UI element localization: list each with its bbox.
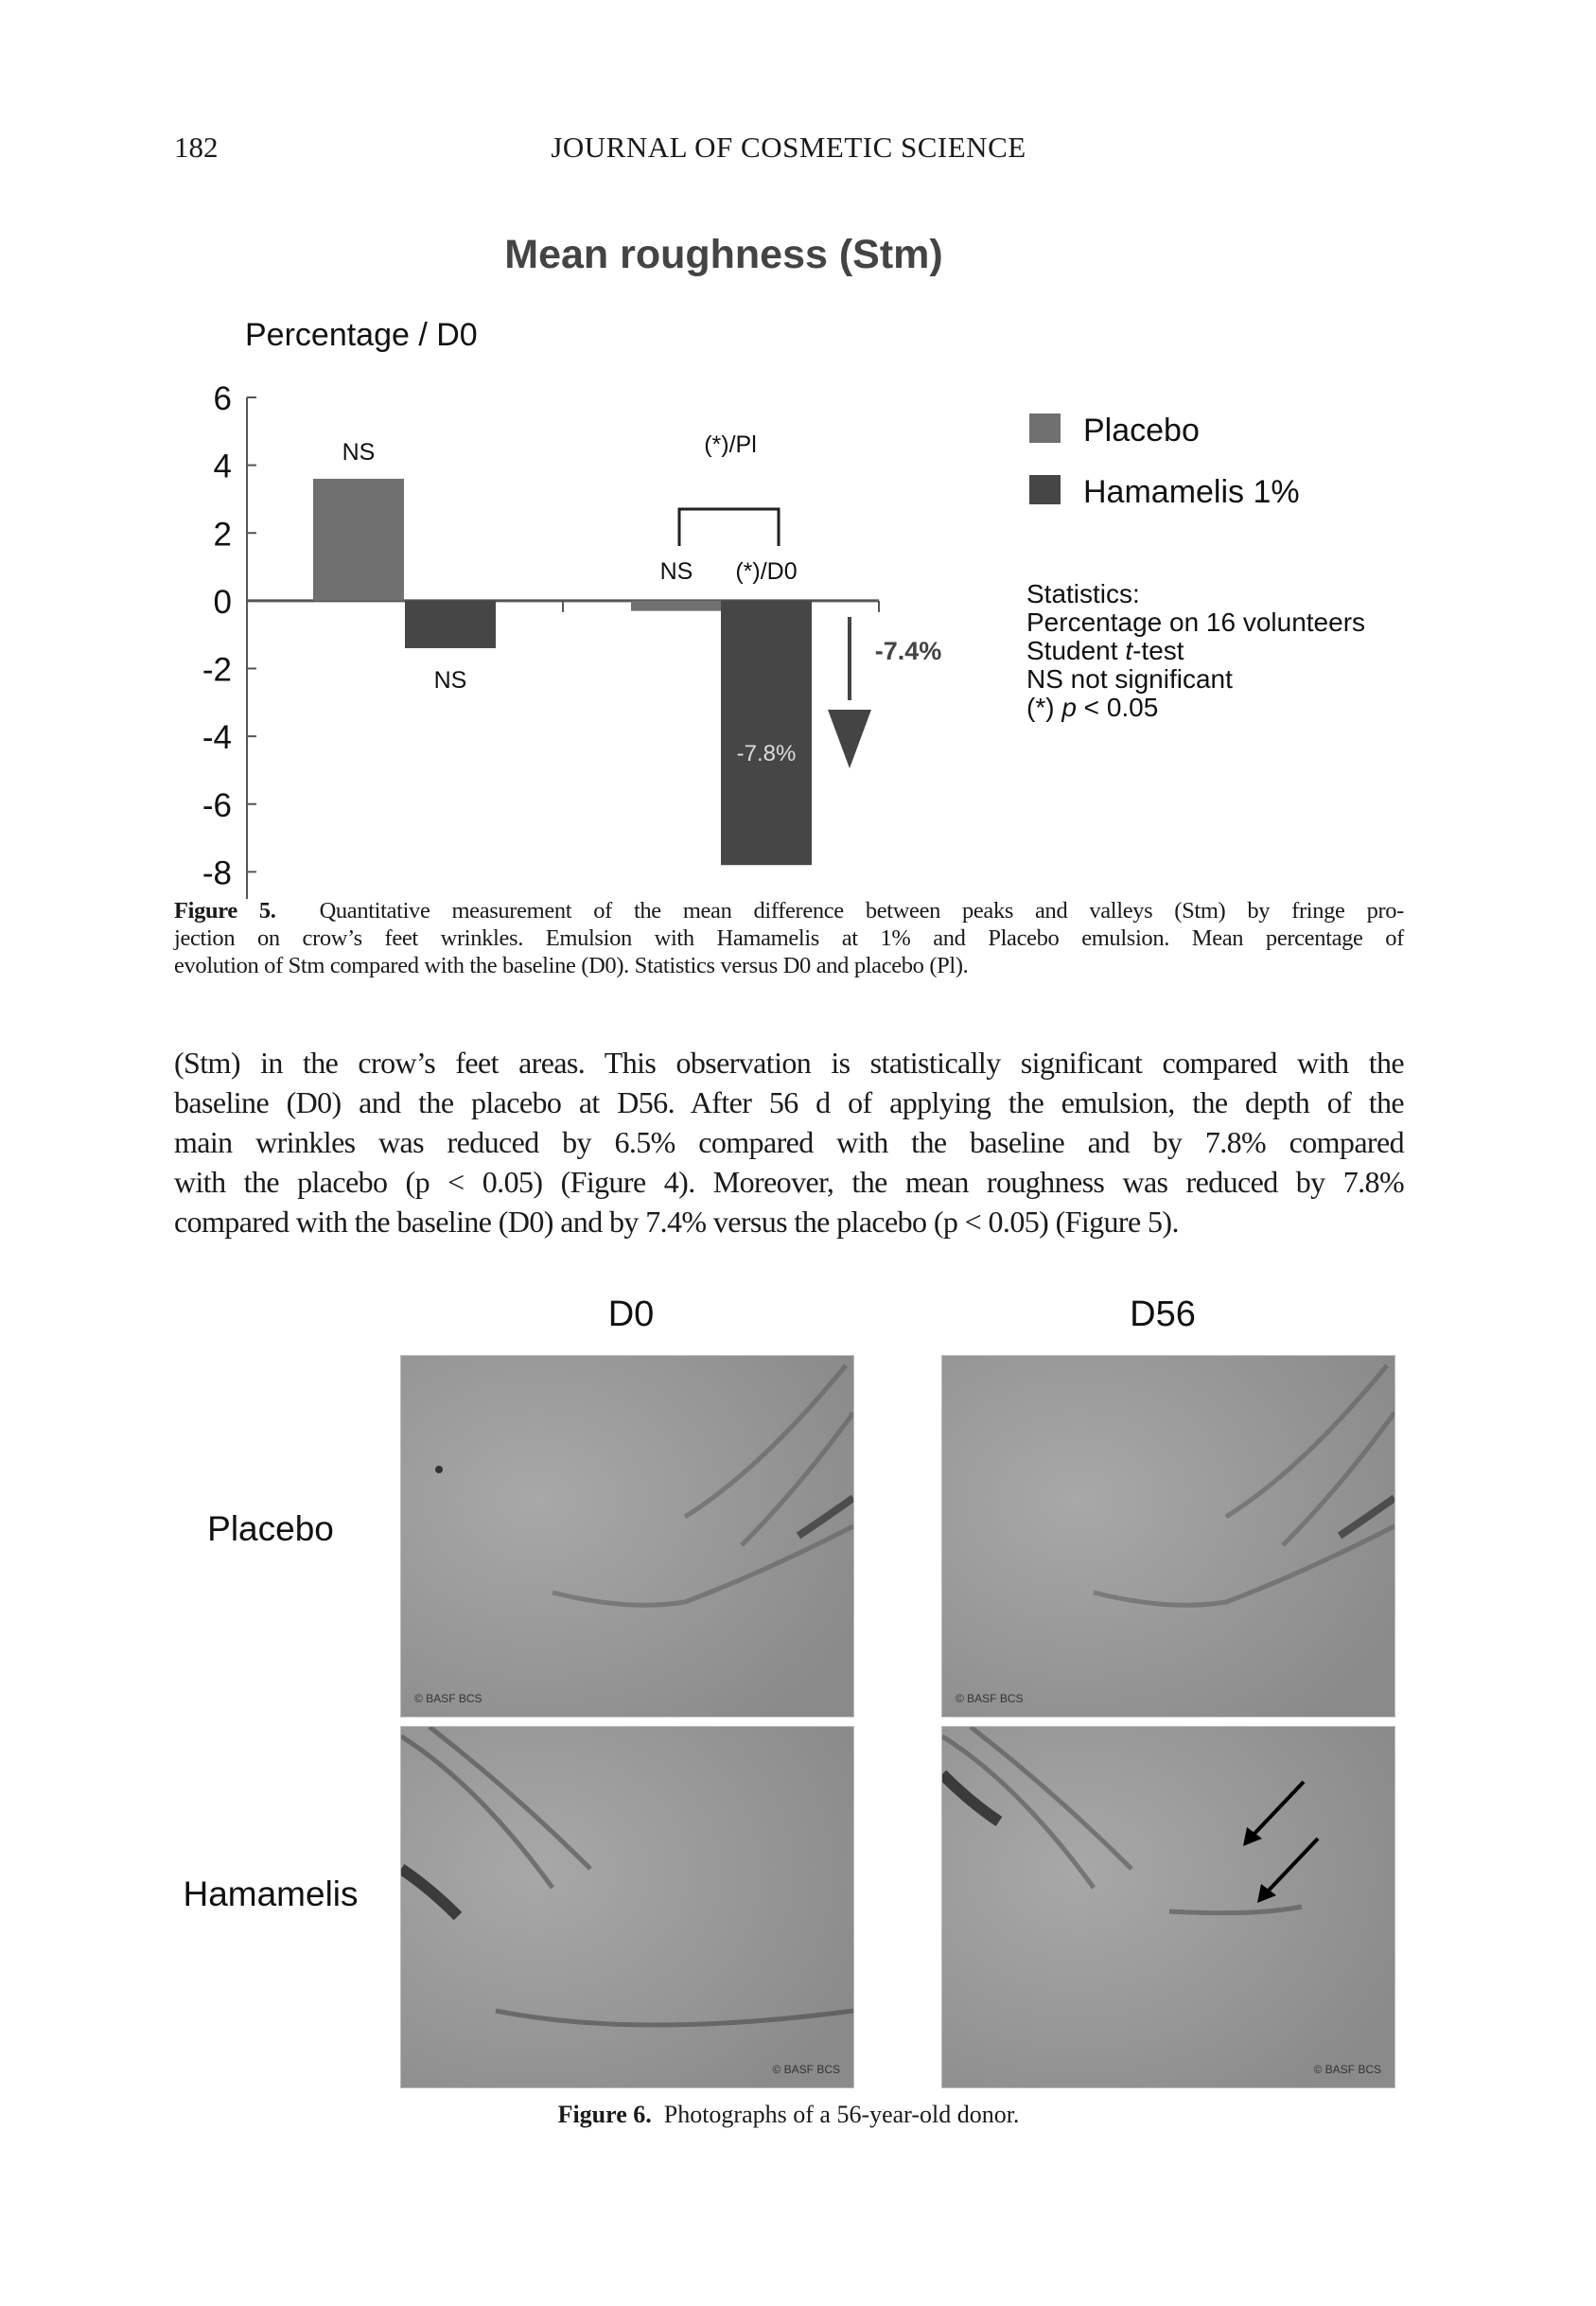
body-line: main wrinkles was reduced by 6.5% compared with the baseline and by 7.8% compared <box>174 1125 1404 1159</box>
y-tick-label: 0 <box>213 583 232 621</box>
photo-hamamelis-d0 <box>400 1726 854 2088</box>
significance-label: (*)/D0 <box>735 557 798 585</box>
y-tick-label: -4 <box>202 719 232 757</box>
y-tick-label: -8 <box>202 854 232 892</box>
body-paragraph <box>174 1043 1404 1241</box>
copyright-watermark: © BASF BCS <box>772 2063 840 2076</box>
caption-line <box>174 897 1404 924</box>
statistics-line: Statistics: <box>1026 579 1140 608</box>
legend-label: Placebo <box>1083 413 1200 449</box>
statistics-line: Percentage on 16 volunteers <box>1026 607 1366 637</box>
caption-line: jection on crow’s feet wrinkles. Emulsion with Hamamelis at 1% and Placebo emulsion. Mean percentage of <box>174 925 1404 951</box>
statistics-line: (*) p < 0.05 <box>1026 693 1159 722</box>
running-header: JOURNAL OF COSMETIC SCIENCE <box>551 131 1026 164</box>
significance-label: NS <box>433 667 467 695</box>
y-tick-label: 4 <box>213 448 232 485</box>
caption-label: Figure 6. <box>557 2101 652 2128</box>
y-tick-label: 2 <box>213 516 232 554</box>
column-label-d0: D0 <box>607 1294 655 1334</box>
significance-label: NS <box>659 557 693 585</box>
copyright-watermark: © BASF BCS <box>1313 2063 1381 2076</box>
body-line: baseline (D0) and the placebo at D56. After 56 d of applying the emulsion, the depth of the <box>174 1085 1404 1119</box>
column-label-d56: D56 <box>1130 1294 1196 1334</box>
significance-bracket <box>679 509 779 546</box>
bar-placebo-d56 <box>631 601 722 611</box>
y-axis-label: Percentage / D0 <box>245 317 478 353</box>
bracket-label: (*)/Pl <box>704 431 757 458</box>
caption-label: Figure 5. <box>174 898 276 924</box>
page-number: 182 <box>174 131 219 164</box>
bar-value-label: -7.8% <box>736 741 797 766</box>
copyright-watermark: © BASF BCS <box>956 1692 1024 1705</box>
copyright-watermark: © BASF BCS <box>414 1692 482 1705</box>
row-label-placebo: Placebo <box>207 1509 334 1548</box>
bar-chart <box>0 0 1596 899</box>
y-tick-label: -6 <box>202 786 232 824</box>
photo-hamamelis-d56 <box>941 1726 1395 2088</box>
y-tick-label: 6 <box>213 380 232 417</box>
body-line: with the placebo (p < 0.05) (Figure 4). Moreover, the mean roughness was reduced by 7.8% <box>174 1165 1404 1199</box>
caption-text: Quantitative measurement of the mean difference between peaks and valleys (Stm) by fringe pro- <box>319 898 1404 924</box>
caption-line: evolution of Stm compared with the baseline (D0). Statistics versus D0 and placebo (Pl). <box>174 953 969 978</box>
arrow-label: -7.4% <box>874 637 942 665</box>
body-line: compared with the baseline (D0) and by 7.4% versus the placebo (p < 0.05) (Figure 5). <box>174 1205 1179 1239</box>
chart-title: Mean roughness (Stm) <box>504 232 943 277</box>
bar-hamamelis-1--d28 <box>405 601 496 648</box>
photo-placebo-d0 <box>400 1355 854 1717</box>
statistics-line: NS not significant <box>1026 664 1233 694</box>
legend-swatch <box>1029 475 1061 504</box>
photo-placebo-d56 <box>941 1355 1395 1717</box>
row-label-hamamelis: Hamamelis <box>183 1875 359 1913</box>
legend-swatch <box>1029 414 1061 443</box>
figure6-caption <box>0 2101 1577 2129</box>
bar-placebo-d28 <box>313 479 404 601</box>
significance-label: NS <box>342 438 376 466</box>
y-tick-label: -2 <box>202 651 232 689</box>
statistics-line: Student t-test <box>1026 636 1184 665</box>
arrow-down-icon <box>828 710 871 768</box>
legend-label: Hamamelis 1% <box>1083 474 1300 510</box>
caption-text: Photographs of a 56-year-old donor. <box>663 2101 1020 2128</box>
body-line: (Stm) in the crow’s feet areas. This observation is statistically significant compared with the <box>174 1046 1404 1080</box>
figure5-caption <box>174 897 1404 979</box>
bar-hamamelis-1--d56 <box>721 601 812 865</box>
